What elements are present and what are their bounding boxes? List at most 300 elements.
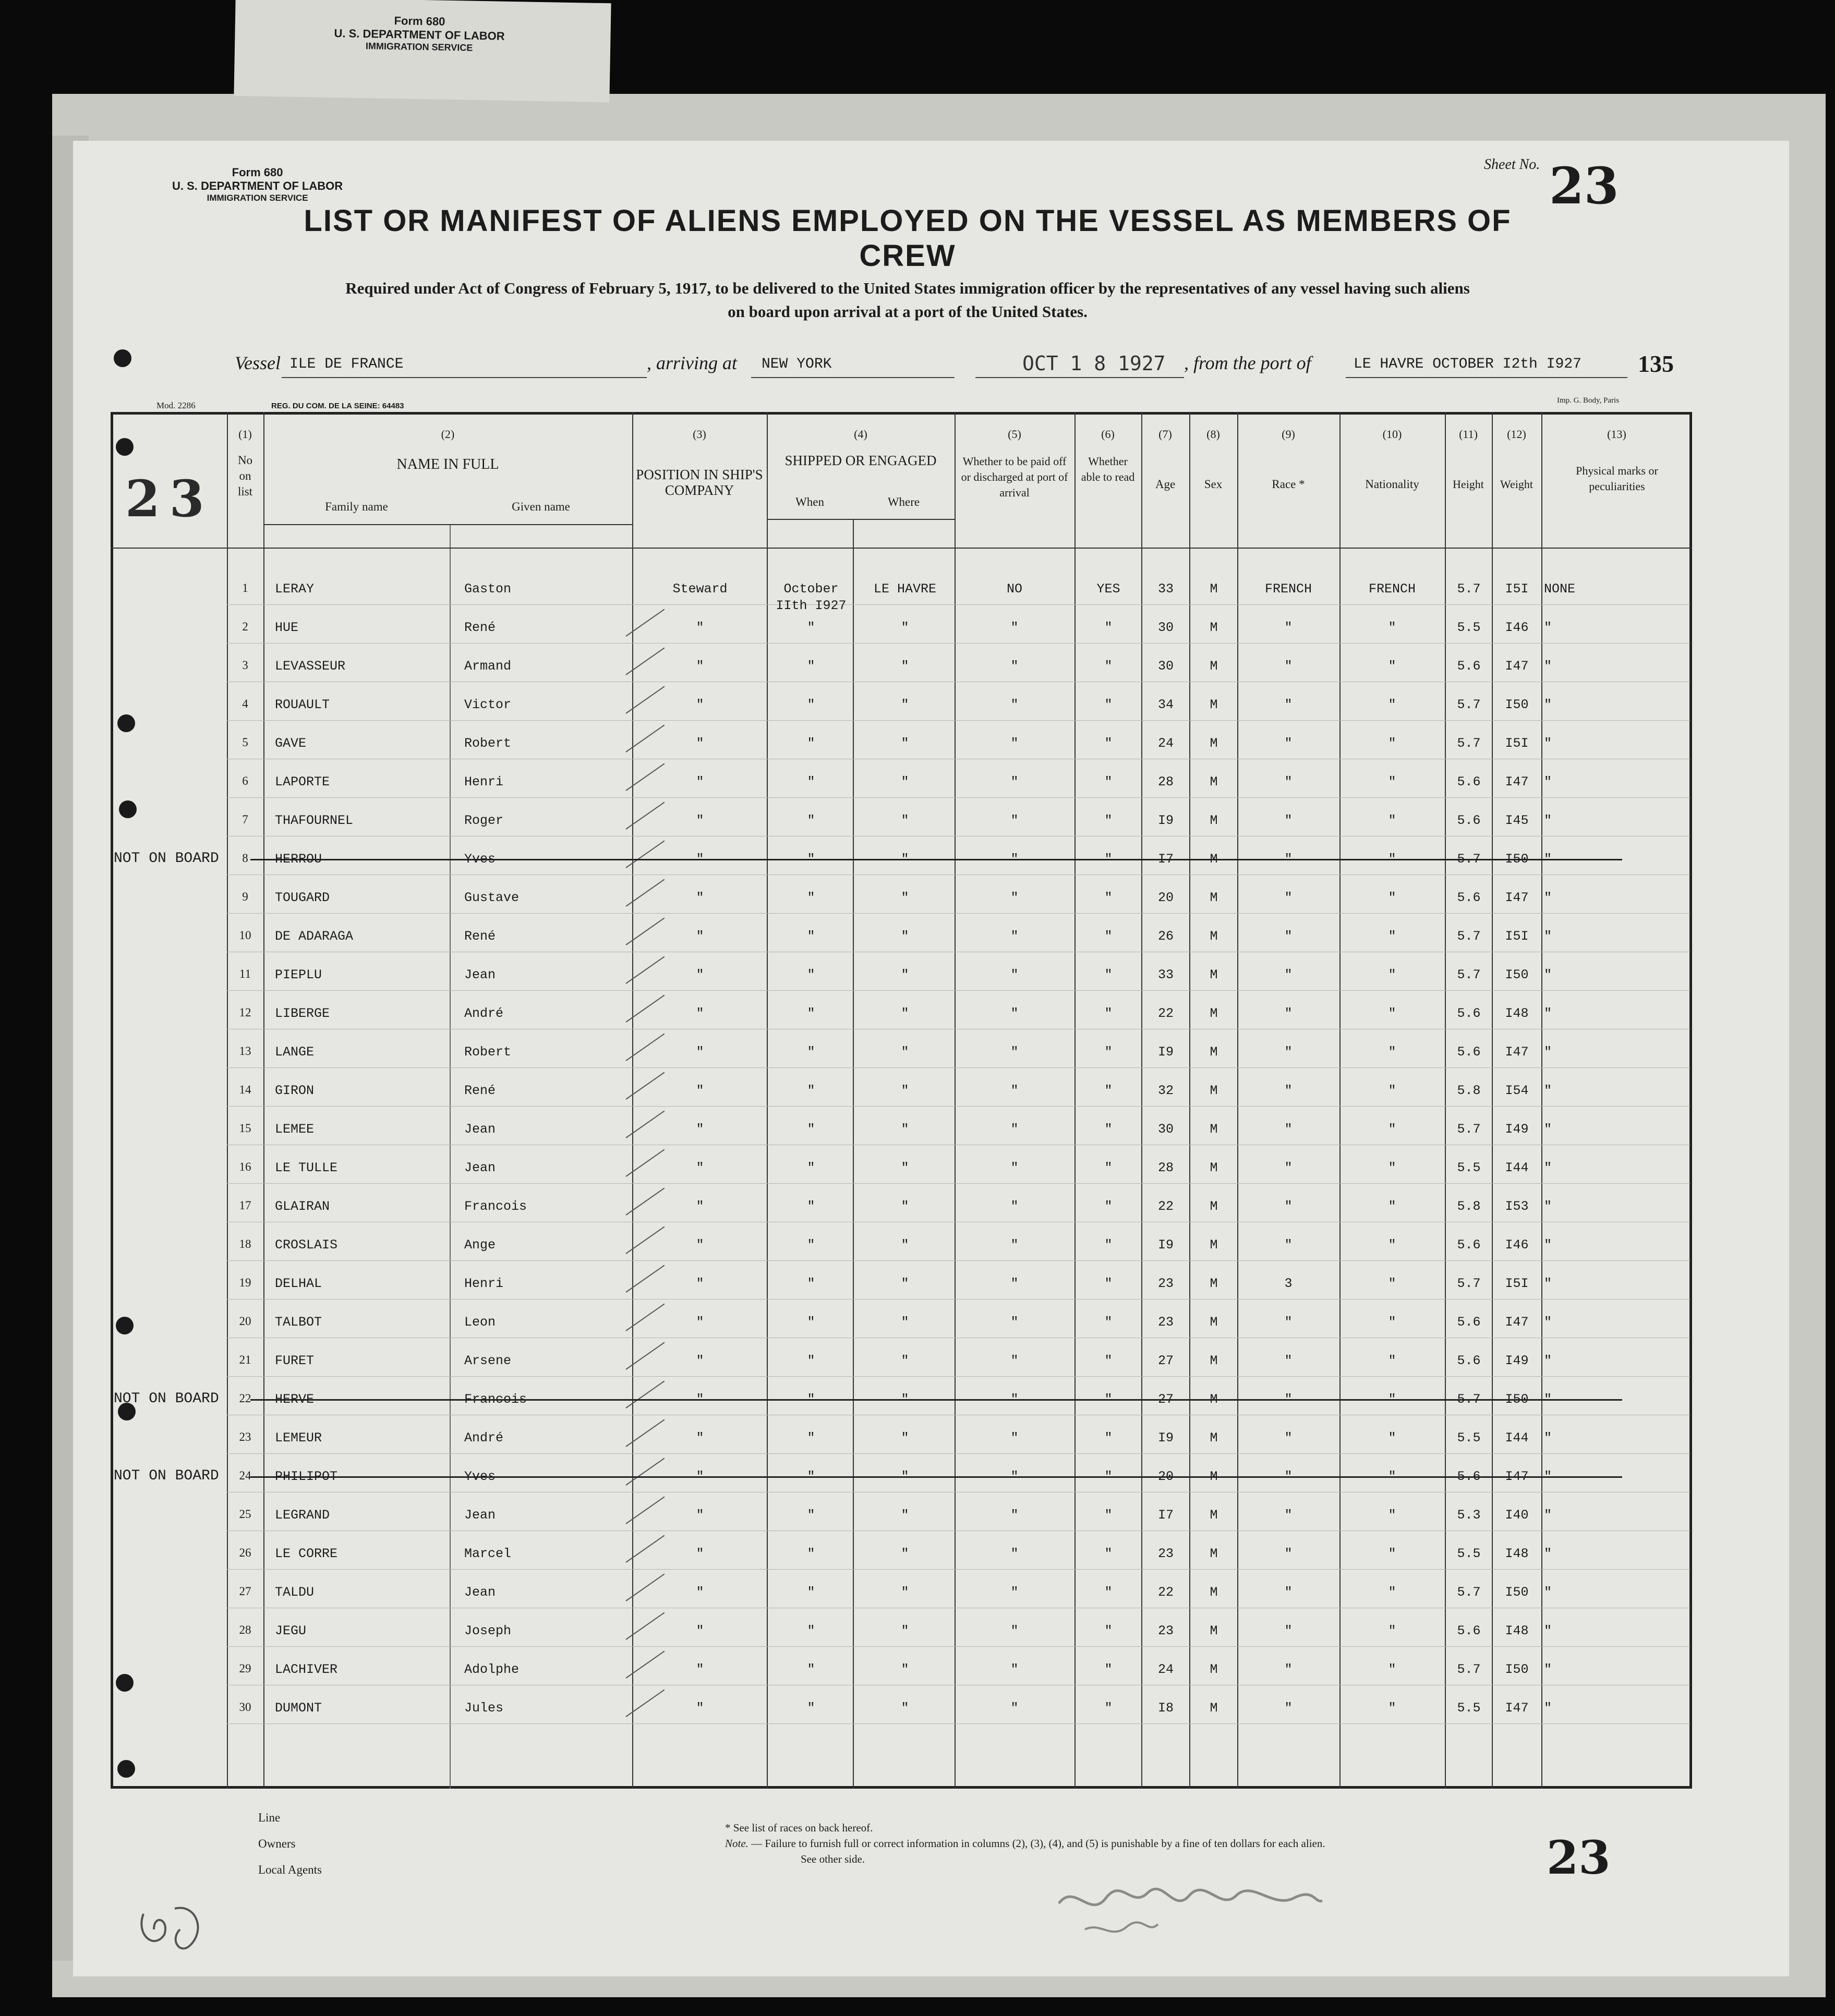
cell-sex: M <box>1210 813 1218 828</box>
row-rule <box>227 1183 1690 1184</box>
cell-race: " <box>1284 1237 1293 1253</box>
cell-family: GAVE <box>275 736 307 751</box>
strike-through-line <box>250 1476 1622 1478</box>
cell-paid: " <box>1010 1122 1019 1137</box>
cell-sex: M <box>1210 1430 1218 1446</box>
cell-race: " <box>1284 1623 1293 1638</box>
cell-paid: " <box>1010 967 1019 982</box>
cell-height: 5.7 <box>1457 736 1481 751</box>
sheet-number: 23 <box>1549 156 1619 215</box>
cell-age: 27 <box>1157 1353 1174 1368</box>
cell-race: " <box>1284 852 1293 867</box>
cell-age: 24 <box>1157 1662 1174 1677</box>
cell-no: 9 <box>242 890 248 903</box>
cell-where: " <box>901 852 909 867</box>
cell-age: 22 <box>1157 1585 1174 1600</box>
cell-when: " <box>807 890 815 905</box>
cell-read: " <box>1104 620 1113 635</box>
cell-age: I7 <box>1157 1508 1174 1523</box>
row-rule <box>227 797 1690 798</box>
cell-nat: " <box>1388 774 1396 790</box>
cell-family: LEMEE <box>275 1122 315 1137</box>
cell-family: JEGU <box>275 1623 307 1638</box>
cell-race: " <box>1284 1353 1293 1368</box>
cell-paid: " <box>1010 1508 1019 1523</box>
cell-age: 20 <box>1157 1469 1174 1484</box>
cell-position: Steward <box>672 581 728 597</box>
cell-no: 11 <box>239 967 251 980</box>
cell-family: LE TULLE <box>275 1160 338 1175</box>
cell-where: " <box>901 1508 909 1523</box>
cell-position: " <box>696 1508 704 1523</box>
cell-race: " <box>1284 1199 1293 1214</box>
cell-race: " <box>1284 774 1293 790</box>
cell-marks: " <box>1544 620 1552 635</box>
cell-read: " <box>1104 1662 1113 1677</box>
inspector-signature <box>1054 1872 1325 1950</box>
cell-age: 23 <box>1157 1623 1174 1638</box>
cell-position: " <box>696 1353 704 1368</box>
cell-sex: M <box>1210 1237 1218 1253</box>
cell-when: " <box>807 1045 815 1060</box>
cell-where: " <box>901 1315 909 1330</box>
col-2-number: (2) <box>441 428 455 441</box>
cell-given: Joseph <box>464 1623 512 1638</box>
cell-where: " <box>901 1122 909 1137</box>
cell-paid: " <box>1010 1315 1019 1330</box>
cell-where: " <box>901 1430 909 1446</box>
cell-marks: " <box>1544 1199 1552 1214</box>
cell-where: " <box>901 1701 909 1716</box>
cell-when: " <box>807 1469 815 1484</box>
cell-weight: I49 <box>1505 1353 1529 1368</box>
cell-given: Leon <box>464 1315 496 1330</box>
cell-age: I9 <box>1157 1045 1174 1060</box>
cell-age: I8 <box>1157 1701 1174 1716</box>
cell-where: " <box>901 620 909 635</box>
cell-height: 5.5 <box>1457 620 1481 635</box>
cell-weight: I5I <box>1505 736 1529 751</box>
col-13-header: Physical marks or peculiarities <box>1576 464 1658 493</box>
cell-marks: " <box>1544 1315 1552 1330</box>
form-number: Form 680 <box>232 166 283 179</box>
col-10-header: Nationality <box>1365 478 1419 491</box>
cell-position: " <box>696 1006 704 1021</box>
col-13-number: (13) <box>1607 428 1626 441</box>
cell-height: 5.7 <box>1457 967 1481 982</box>
cell-sex: M <box>1210 1508 1218 1523</box>
cell-paid: " <box>1010 736 1019 751</box>
col-7-number: (7) <box>1158 428 1172 441</box>
cell-weight: I49 <box>1505 1122 1529 1137</box>
col-3-number: (3) <box>693 428 706 441</box>
cell-given: André <box>464 1006 504 1021</box>
cell-given: Gaston <box>464 581 512 597</box>
cell-family: LEGRAND <box>275 1508 330 1523</box>
cell-sex: M <box>1210 890 1218 905</box>
cell-position: " <box>696 1237 704 1253</box>
cell-sex: M <box>1210 1392 1218 1407</box>
cell-where: " <box>901 1546 909 1561</box>
cell-nat: " <box>1388 1237 1396 1253</box>
cell-marks: " <box>1544 1508 1552 1523</box>
cell-height: 5.7 <box>1457 852 1481 867</box>
cell-age: 23 <box>1157 1315 1174 1330</box>
cell-weight: I47 <box>1505 1701 1529 1716</box>
strike-through-line <box>250 1399 1622 1401</box>
cell-where: " <box>901 1006 909 1021</box>
cell-where: " <box>901 1199 909 1214</box>
cell-sex: M <box>1210 852 1218 867</box>
page-title: LIST OR MANIFEST OF ALIENS EMPLOYED ON THE VESSEL AS MEMBERS OF CREW <box>304 204 1512 273</box>
cell-age: 22 <box>1157 1199 1174 1214</box>
cell-paid: " <box>1010 1237 1019 1253</box>
cell-no: 5 <box>242 736 248 749</box>
cell-paid: " <box>1010 1006 1019 1021</box>
cell-paid: " <box>1010 1430 1019 1446</box>
cell-no: 10 <box>239 929 251 942</box>
cell-marks: " <box>1544 1160 1552 1175</box>
cell-race: FRENCH <box>1264 581 1312 597</box>
cell-position: " <box>696 659 704 674</box>
cell-where: " <box>901 1392 909 1407</box>
cell-where: " <box>901 1083 909 1098</box>
cell-paid: " <box>1010 659 1019 674</box>
cell-height: 5.7 <box>1457 1122 1481 1137</box>
cell-read: " <box>1104 1006 1113 1021</box>
cell-no: 19 <box>239 1276 251 1289</box>
cell-marks: " <box>1544 1276 1552 1291</box>
cell-when: " <box>807 852 815 867</box>
cell-position: " <box>696 967 704 982</box>
cell-family: TOUGARD <box>275 890 330 905</box>
cell-nat: " <box>1388 1315 1396 1330</box>
col-1-header <box>227 453 263 500</box>
row-rule <box>227 990 1690 991</box>
cell-read: " <box>1104 929 1113 944</box>
pencil-scrawl <box>133 1898 211 1961</box>
cell-marks: " <box>1544 1546 1552 1561</box>
cell-read: " <box>1104 1160 1113 1175</box>
cell-height: 5.6 <box>1457 1045 1481 1060</box>
col-11-header: Height <box>1453 478 1484 491</box>
col-12-header: Weight <box>1500 478 1533 491</box>
cell-marks: " <box>1544 813 1552 828</box>
cell-paid: " <box>1010 1662 1019 1677</box>
cell-read: " <box>1104 852 1113 867</box>
cell-where: " <box>901 1276 909 1291</box>
cell-height: 5.8 <box>1457 1199 1481 1214</box>
cell-read: " <box>1104 1701 1113 1716</box>
cell-family: DUMONT <box>275 1701 322 1716</box>
cell-marks: " <box>1544 1237 1552 1253</box>
cell-nat: FRENCH <box>1368 581 1416 597</box>
cell-height: 5.7 <box>1457 1392 1481 1407</box>
cell-no: 7 <box>242 813 248 826</box>
from-port: LE HAVRE OCTOBER I2th I927 <box>1354 356 1582 372</box>
back-form-dept: U. S. DEPARTMENT OF LABOR <box>334 27 505 43</box>
cell-nat: " <box>1388 1662 1396 1677</box>
cell-family: DE ADARAGA <box>275 929 354 944</box>
footer-agents-label: Local Agents <box>258 1863 322 1876</box>
cell-nat: " <box>1388 1160 1396 1175</box>
cell-when: " <box>807 1430 815 1446</box>
cell-family: FURET <box>275 1353 315 1368</box>
cell-no: 6 <box>242 774 248 787</box>
cell-race: " <box>1284 929 1293 944</box>
cell-where: " <box>901 813 909 828</box>
cell-sex: M <box>1210 1006 1218 1021</box>
cell-sex: M <box>1210 1585 1218 1600</box>
from-label: , from the port of <box>1184 353 1311 373</box>
cell-position: " <box>696 774 704 790</box>
col-9-number: (9) <box>1282 428 1295 441</box>
cell-weight: I50 <box>1505 1662 1529 1677</box>
cell-no: 2 <box>242 620 248 633</box>
register-number: REG. DU COM. DE LA SEINE: 64483 <box>271 402 404 410</box>
cell-paid: " <box>1010 1083 1019 1098</box>
see-other-side: See other side. <box>801 1853 865 1865</box>
cell-paid: " <box>1010 1392 1019 1407</box>
back-form-tab <box>234 0 611 102</box>
cell-marks: " <box>1544 1469 1552 1484</box>
cell-race: " <box>1284 736 1293 751</box>
cell-no: 14 <box>239 1083 251 1096</box>
cell-nat: " <box>1388 1006 1396 1021</box>
cell-paid: " <box>1010 813 1019 828</box>
cell-marks: " <box>1544 1585 1552 1600</box>
cell-family: PIEPLU <box>275 967 322 982</box>
cell-weight: I50 <box>1505 697 1529 712</box>
cell-family: HERVE <box>275 1392 315 1407</box>
cell-position: " <box>696 697 704 712</box>
cell-marks: " <box>1544 1662 1552 1677</box>
races-note: * See list of races on back hereof. <box>725 1821 873 1834</box>
cell-given: Henri <box>464 1276 504 1291</box>
cell-race: " <box>1284 1160 1293 1175</box>
cell-paid: NO <box>1006 581 1022 597</box>
cell-position: " <box>696 929 704 944</box>
col-2-given-header: Given name <box>512 500 570 513</box>
cell-read: " <box>1104 1430 1113 1446</box>
col-1-number: (1) <box>238 428 252 441</box>
cell-read: " <box>1104 1276 1113 1291</box>
cell-race: " <box>1284 1392 1293 1407</box>
cell-height: 5.7 <box>1457 1276 1481 1291</box>
cell-family: THAFOURNEL <box>275 813 354 828</box>
cell-paid: " <box>1010 1276 1019 1291</box>
penalty-note <box>725 1837 1325 1850</box>
cell-weight: I46 <box>1505 620 1529 635</box>
cell-when: " <box>807 1546 815 1561</box>
cell-marks: " <box>1544 967 1552 982</box>
col-2-header: NAME IN FULL <box>396 456 499 472</box>
not-on-board-note: NOT ON BOARD <box>114 1468 219 1484</box>
cell-no: 16 <box>239 1160 251 1173</box>
cell-weight: I47 <box>1505 1045 1529 1060</box>
cell-position: " <box>696 1585 704 1600</box>
cell-weight: I54 <box>1505 1083 1529 1098</box>
cell-given: Robert <box>464 736 512 751</box>
col-6-number: (6) <box>1101 428 1115 441</box>
cell-family: LEMEUR <box>275 1430 322 1446</box>
vessel-line <box>235 352 1685 378</box>
col-10-number: (10) <box>1382 428 1402 441</box>
cell-age: I7 <box>1157 852 1174 867</box>
cell-race: " <box>1284 890 1293 905</box>
cell-nat: " <box>1388 659 1396 674</box>
cell-nat: " <box>1388 1623 1396 1638</box>
cell-position: " <box>696 1662 704 1677</box>
cell-when: " <box>807 1237 815 1253</box>
cell-paid: " <box>1010 1623 1019 1638</box>
cell-no: 8 <box>242 852 248 865</box>
col-4-when-header: When <box>795 495 824 508</box>
cell-read: " <box>1104 736 1113 751</box>
cell-marks: " <box>1544 1122 1552 1137</box>
cell-given: René <box>464 1083 496 1098</box>
form-header <box>172 166 343 203</box>
cell-weight: I45 <box>1505 813 1529 828</box>
cell-family: GIRON <box>275 1083 315 1098</box>
cell-family: GLAIRAN <box>275 1199 330 1214</box>
cell-height: 5.7 <box>1457 929 1481 944</box>
cell-read: YES <box>1096 581 1120 597</box>
cell-weight: I50 <box>1505 1585 1529 1600</box>
cell-weight: I47 <box>1505 659 1529 674</box>
cell-when: " <box>807 774 815 790</box>
cell-height: 5.6 <box>1457 1353 1481 1368</box>
col-4-number: (4) <box>854 428 867 441</box>
cell-marks: " <box>1544 736 1552 751</box>
cell-sex: M <box>1210 929 1218 944</box>
department: U. S. DEPARTMENT OF LABOR <box>172 179 343 192</box>
cell-height: 5.3 <box>1457 1508 1481 1523</box>
cell-family: LIBERGE <box>275 1006 330 1021</box>
cell-weight: I48 <box>1505 1623 1529 1638</box>
cell-position: " <box>696 1392 704 1407</box>
page-number: 135 <box>1638 350 1674 377</box>
cell-given: Yves <box>464 1469 496 1484</box>
cell-when: " <box>807 1006 815 1021</box>
cell-when: " <box>807 1508 815 1523</box>
cell-when: " <box>807 1585 815 1600</box>
cell-race: 3 <box>1284 1276 1293 1291</box>
cell-family: PHILIPOT <box>275 1469 338 1484</box>
cell-when: " <box>807 659 815 674</box>
cell-family: HERROU <box>275 852 322 867</box>
cell-height: 5.7 <box>1457 1662 1481 1677</box>
cell-no: 30 <box>239 1701 251 1714</box>
col-11-number: (11) <box>1459 428 1478 441</box>
cell-position: " <box>696 736 704 751</box>
cell-sex: M <box>1210 1662 1218 1677</box>
cell-nat: " <box>1388 620 1396 635</box>
cell-weight: I40 <box>1505 1508 1529 1523</box>
cell-given: Roger <box>464 813 504 828</box>
cell-given: Francois <box>464 1392 527 1407</box>
arriving-port: NEW YORK <box>762 356 832 372</box>
cell-nat: " <box>1388 1585 1396 1600</box>
cell-height: 5.8 <box>1457 1083 1481 1098</box>
cell-given: Adolphe <box>464 1662 520 1677</box>
cell-height: 5.6 <box>1457 659 1481 674</box>
cell-given: Henri <box>464 774 504 790</box>
cell-when: " <box>807 1122 815 1137</box>
cell-paid: " <box>1010 1469 1019 1484</box>
cell-when: " <box>807 813 815 828</box>
cell-nat: " <box>1388 1353 1396 1368</box>
vessel-label: Vessel <box>235 353 281 373</box>
cell-where: " <box>901 1237 909 1253</box>
cell-marks: " <box>1544 1083 1552 1098</box>
cell-position: " <box>696 1701 704 1716</box>
cell-family: LERAY <box>275 581 315 597</box>
cell-marks: " <box>1544 1353 1552 1368</box>
cell-race: " <box>1284 1701 1293 1716</box>
col-9-header: Race * <box>1272 478 1305 491</box>
cell-where: " <box>901 736 909 751</box>
cell-no: 17 <box>239 1199 251 1212</box>
cell-height: 5.6 <box>1457 1315 1481 1330</box>
cell-read: " <box>1104 1083 1113 1098</box>
cell-no: 29 <box>239 1662 251 1675</box>
margin-sheet-number: 23 <box>125 469 214 528</box>
cell-paid: " <box>1010 929 1019 944</box>
cell-no: 1 <box>242 581 248 594</box>
cell-nat: " <box>1388 1199 1396 1214</box>
cell-marks: " <box>1544 659 1552 674</box>
cell-nat: " <box>1388 736 1396 751</box>
cell-marks: " <box>1544 890 1552 905</box>
cell-position: " <box>696 1430 704 1446</box>
cell-marks: " <box>1544 1392 1552 1407</box>
punch-hole <box>114 349 131 367</box>
cell-nat: " <box>1388 1701 1396 1716</box>
cell-marks: " <box>1544 1006 1552 1021</box>
col-4-where-header: Where <box>887 495 920 508</box>
strike-through-line <box>250 859 1622 860</box>
cell-when: " <box>807 1623 815 1638</box>
cell-where: " <box>901 1353 909 1368</box>
cell-weight: I48 <box>1505 1546 1529 1561</box>
cell-height: 5.5 <box>1457 1701 1481 1716</box>
cell-paid: " <box>1010 890 1019 905</box>
footer-page-number: 23 <box>1547 1830 1611 1885</box>
cell-race: " <box>1284 1508 1293 1523</box>
cell-when: " <box>807 697 815 712</box>
cell-when-line-2: IIth I927 <box>776 598 847 613</box>
cell-read: " <box>1104 659 1113 674</box>
page-subtitle <box>203 276 1612 323</box>
cell-family: DELHAL <box>275 1276 322 1291</box>
cell-no: 21 <box>239 1353 251 1366</box>
cell-height: 5.6 <box>1457 890 1481 905</box>
note-label: Note. <box>725 1837 749 1850</box>
cell-read: " <box>1104 1122 1113 1137</box>
mod-number: Mod. 2286 <box>156 400 196 410</box>
cell-position: " <box>696 1160 704 1175</box>
cell-when: " <box>807 1701 815 1716</box>
cell-race: " <box>1284 1546 1293 1561</box>
row-rule <box>227 1646 1690 1647</box>
cell-weight: I47 <box>1505 890 1529 905</box>
cell-sex: M <box>1210 1701 1218 1716</box>
cell-age: 23 <box>1157 1546 1174 1561</box>
cell-height: 5.6 <box>1457 1006 1481 1021</box>
cell-age: 32 <box>1157 1083 1174 1098</box>
cell-where: " <box>901 1585 909 1600</box>
